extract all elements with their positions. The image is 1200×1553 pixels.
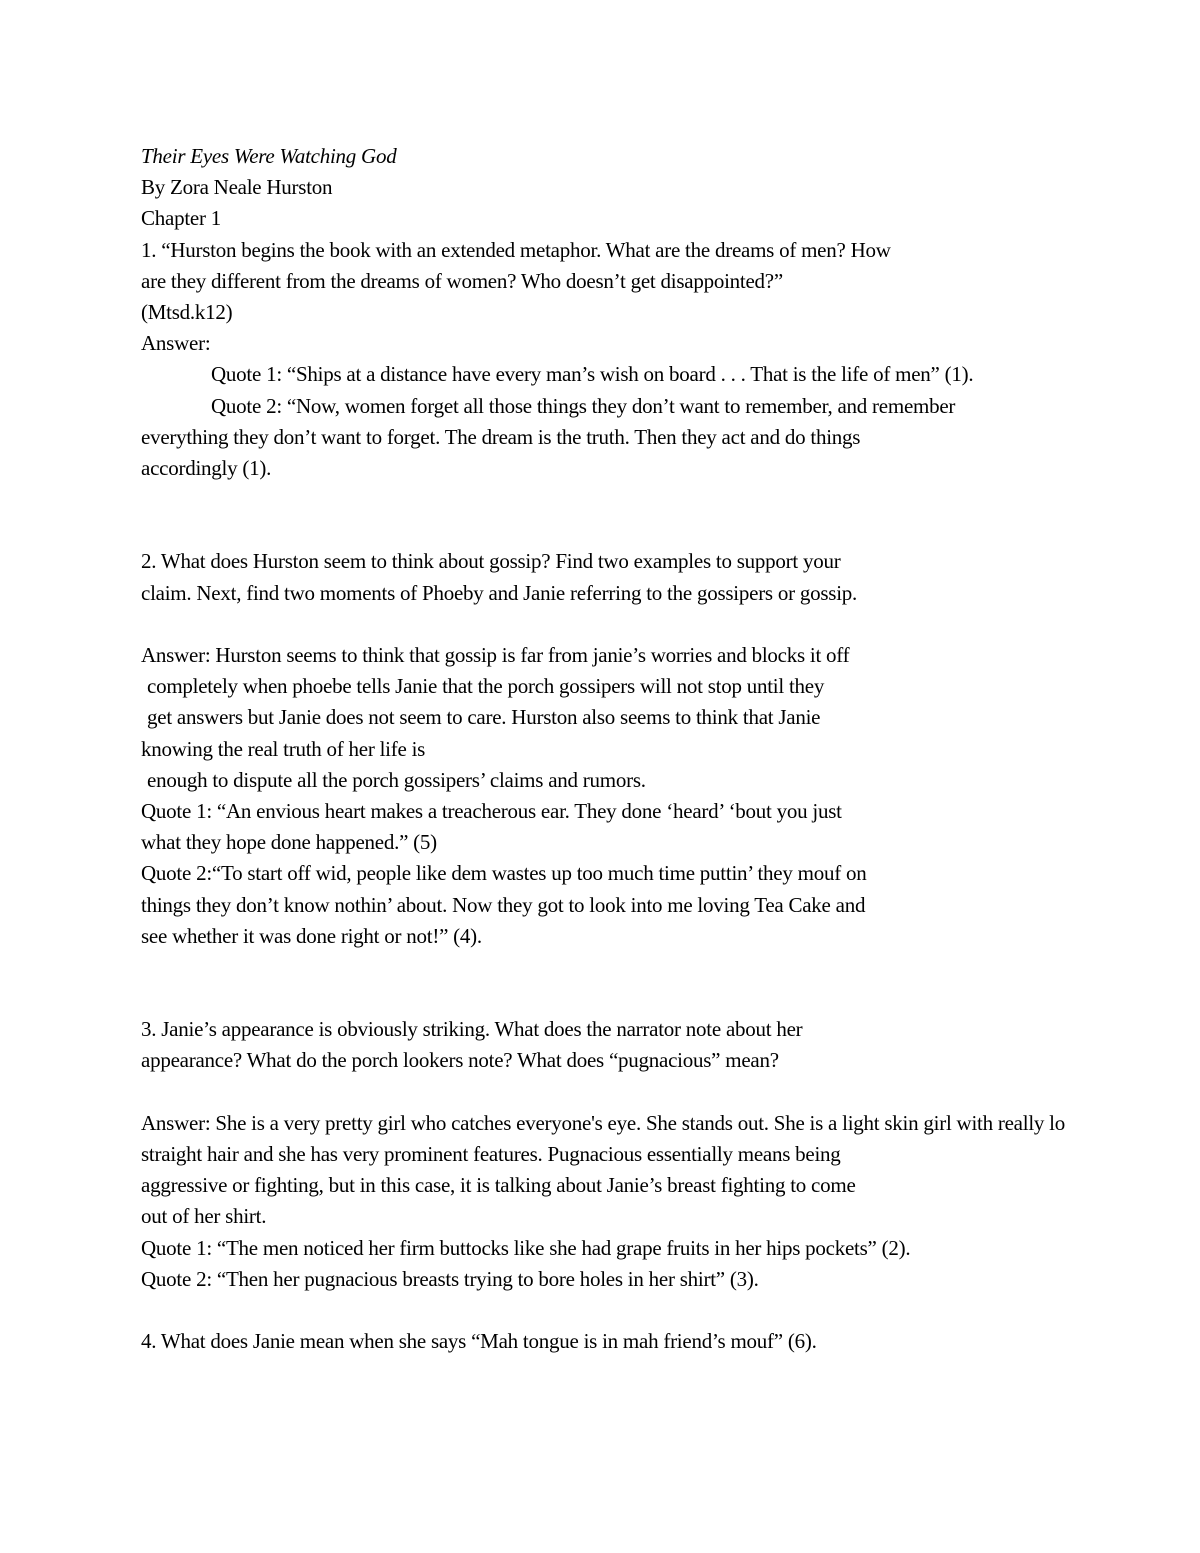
question-2-line-1: 2. What does Hurston seem to think about gossip? Find two examples to support your — [141, 549, 841, 574]
answer-2-line-2: completely when phoebe tells Janie that the porch gossipers will not stop until they — [147, 674, 825, 699]
question-1-line-2: are they different from the dreams of women? Who doesn’t get disappointed?” — [141, 268, 783, 293]
question-2 — [141, 546, 1200, 951]
chapter-heading: Chapter 1 — [141, 206, 221, 231]
answer-3-quote-2: Quote 2: “Then her pugnacious breasts trying to bore holes in her shirt” (3). — [141, 1266, 759, 1291]
answer-1-quote-1: Quote 1: “Ships at a distance have every man’s wish on board . . . That is the life of men” (1). — [211, 362, 974, 387]
answer-2-quote-2-line-3: see whether it was done right or not!” (4). — [141, 923, 482, 948]
answer-2-quote-1-line-1: Quote 1: “An envious heart makes a treacherous ear. They done ‘heard’ ‘bout you just — [141, 798, 842, 823]
answer-1-quote-2-line-3: accordingly (1). — [141, 455, 272, 480]
answer-2-line-5: enough to dispute all the porch gossipers’ claims and rumors. — [147, 767, 646, 792]
question-3 — [141, 1014, 1200, 1295]
answer-1-quote-2-line-2: everything they don’t want to forget. The dream is the truth. Then they act and do things — [141, 424, 861, 449]
spacer — [141, 484, 1200, 515]
answer-2-quote-1-line-2: what they hope done happened.” (5) — [141, 830, 437, 855]
book-title: Their Eyes Were Watching God — [141, 144, 397, 168]
answer-2-line-1: Answer: Hurston seems to think that gossip is far from janie’s worries and blocks it off — [141, 643, 850, 667]
spacer — [141, 1077, 1200, 1108]
answer-2-line-4: knowing the real truth of her life is — [141, 736, 426, 761]
answer-3-line-1: Answer: She is a very pretty girl who catches everyone's eye. She stands out. She is a light skin girl with really lo — [141, 1110, 1066, 1135]
question-1 — [141, 235, 1200, 485]
question-4-line-1: 4. What does Janie mean when she says “Mah tongue is in mah friend’s mouf” (6). — [141, 1329, 817, 1354]
spacer — [141, 952, 1200, 983]
question-1-line-1: 1. “Hurston begins the book with an extended metaphor. What are the dreams of men? How — [141, 237, 891, 262]
answer-2-line-3: get answers but Janie does not seem to care. Hurston also seems to think that Janie — [147, 705, 821, 730]
answer-2-quote-2-line-2: things they don’t know nothin’ about. Now they got to look into me loving Tea Cake and — [141, 892, 866, 917]
question-2-line-2: claim. Next, find two moments of Phoeby and Janie referring to the gossipers or gossip. — [141, 580, 858, 605]
question-3-line-1: 3. Janie’s appearance is obviously striking. What does the narrator note about her — [141, 1017, 803, 1042]
answer-1-quote-2-line-1: Quote 2: “Now, women forget all those things they don’t want to remember, and remember — [211, 393, 956, 418]
answer-1-label: Answer: — [141, 331, 211, 356]
question-4 — [141, 1326, 1200, 1357]
answer-3-quote-1: Quote 1: “The men noticed her firm buttocks like she had grape fruits in her hips pockets” (2). — [141, 1235, 911, 1260]
spacer — [141, 1295, 1200, 1326]
question-3-line-2: appearance? What do the porch lookers note? What does “pugnacious” mean? — [141, 1048, 779, 1073]
author-line: By Zora Neale Hurston — [141, 175, 333, 200]
document-page — [141, 141, 1200, 1357]
answer-3-line-4: out of her shirt. — [141, 1204, 267, 1229]
spacer — [141, 609, 1200, 640]
answer-3-line-3: aggressive or fighting, but in this case, it is talking about Janie’s breast fighting to come — [141, 1173, 856, 1198]
question-1-source: (Mtsd.k12) — [141, 299, 233, 324]
answer-3-line-2: straight hair and she has very prominent features. Pugnacious essentially means being — [141, 1142, 841, 1166]
spacer — [141, 515, 1200, 546]
answer-2-quote-2-line-1: Quote 2:“To start off wid, people like dem wastes up too much time puttin’ they mouf on — [141, 861, 867, 886]
spacer — [141, 983, 1200, 1014]
